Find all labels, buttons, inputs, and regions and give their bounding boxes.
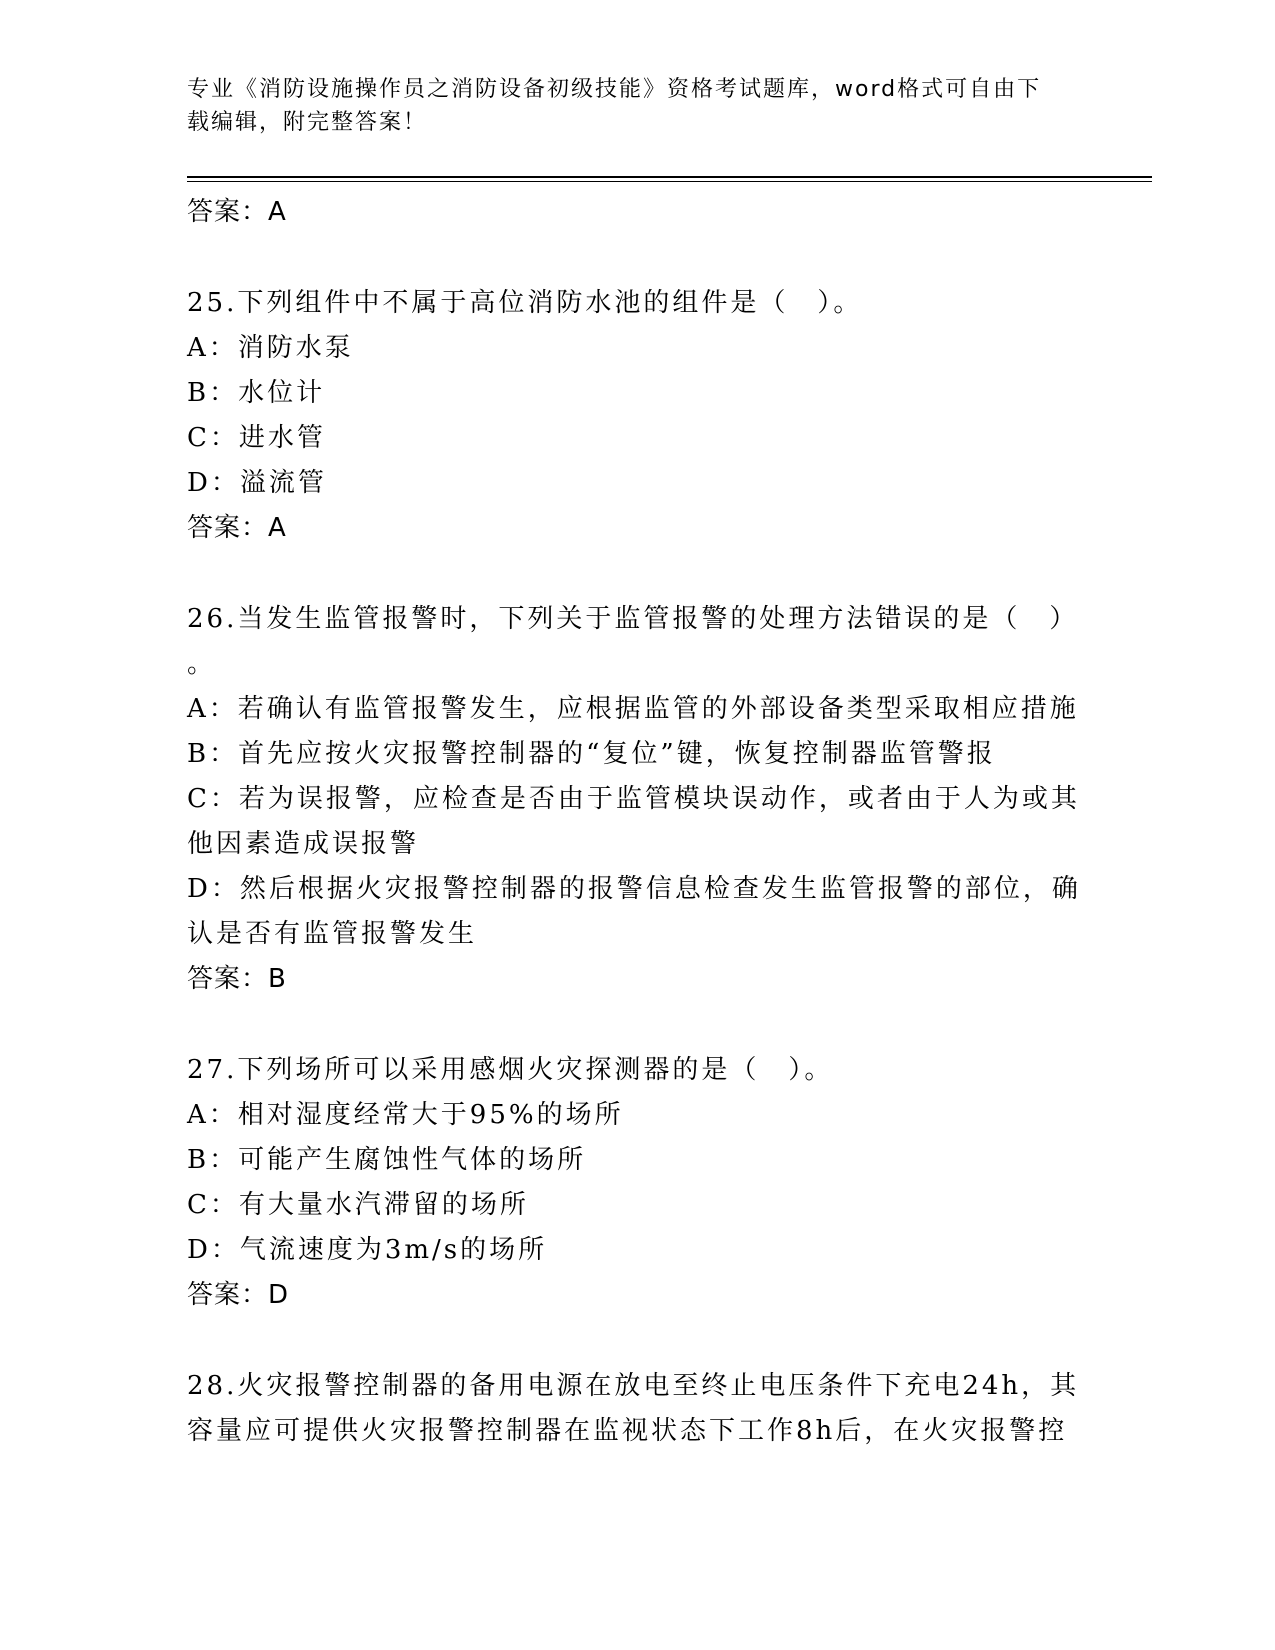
option-d-continued: 认是否有监管报警发生 [187, 919, 478, 949]
option-a: A：相对湿度经常大于95%的场所 [187, 1100, 624, 1130]
option-b: B：可能产生腐蚀性气体的场所 [187, 1145, 587, 1175]
header-divider-thin [187, 181, 1152, 182]
header-divider-thick [187, 176, 1152, 178]
spacer [187, 551, 1087, 597]
header-line-2: 载编辑，附完整答案！ [187, 110, 428, 135]
spacer [187, 1318, 1087, 1364]
answer: 答案：A [187, 513, 287, 543]
option-a: A：消防水泵 [187, 333, 354, 363]
option-a: A：若确认有监管报警发生，应根据监管的外部设备类型采取相应措施 [187, 694, 1079, 724]
option-c: C：若为误报警，应检查是否由于监管模块误动作，或者由于人为或其 [187, 784, 1080, 814]
option-b: B：首先应按火灾报警控制器的“复位”键，恢复控制器监管警报 [187, 739, 996, 769]
option-c: C：进水管 [187, 423, 326, 453]
question-list [187, 190, 1087, 1454]
answer: 答案：D [187, 1280, 290, 1310]
question-stem-continued: 。 [187, 649, 217, 679]
page-header [187, 73, 1067, 139]
spacer [187, 235, 1087, 281]
question-stem: 27.下列场所可以采用感烟火灾探测器的是（ ）。 [187, 1055, 834, 1085]
answer: 答案：B [187, 964, 287, 994]
option-c-continued: 他因素造成误报警 [187, 829, 420, 859]
question-27 [187, 1048, 1087, 1318]
question-stem: 26.当发生监管报警时，下列关于监管报警的处理方法错误的是（ ） [187, 604, 1079, 634]
question-25 [187, 281, 1087, 551]
option-d: D：溢流管 [187, 468, 327, 498]
question-stem: 25.下列组件中不属于高位消防水池的组件是（ ）。 [187, 288, 863, 318]
question-28 [187, 1364, 1087, 1454]
question-stem: 28.火灾报警控制器的备用电源在放电至终止电压条件下充电24h，其 [187, 1371, 1080, 1401]
question-stem-continued: 容量应可提供火灾报警控制器在监视状态下工作8h后，在火灾报警控 [187, 1416, 1068, 1446]
option-b: B：水位计 [187, 378, 326, 408]
header-line-1: 专业《消防设施操作员之消防设备初级技能》资格考试题库，word格式可自由下 [187, 77, 1042, 102]
option-d: D：气流速度为3m/s的场所 [187, 1235, 548, 1265]
spacer [187, 1002, 1087, 1048]
question-26 [187, 597, 1087, 1002]
previous-answer: 答案：A [187, 197, 287, 227]
option-d: D：然后根据火灾报警控制器的报警信息检查发生监管报警的部位，确 [187, 874, 1081, 904]
option-c: C：有大量水汽滞留的场所 [187, 1190, 529, 1220]
